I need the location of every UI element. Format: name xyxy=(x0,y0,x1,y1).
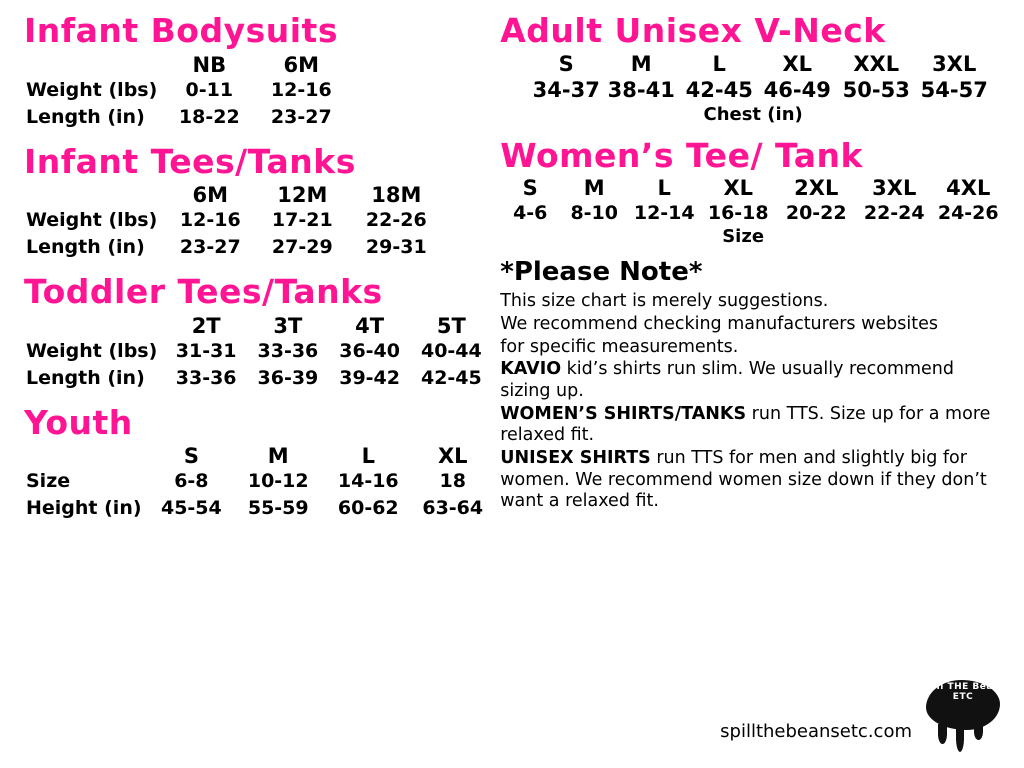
column-header: 2XL xyxy=(794,176,839,201)
table-row xyxy=(24,365,492,392)
table-header-row xyxy=(24,442,492,468)
cell: 45-54 xyxy=(160,497,222,520)
cell: 38-41 xyxy=(607,77,675,102)
corner-cell xyxy=(24,51,165,77)
note-item-bold: UNISEX SHIRTS xyxy=(500,448,651,469)
cell: 31-31 xyxy=(175,339,237,362)
cell: 4-6 xyxy=(513,202,548,225)
column-header: S xyxy=(183,444,199,469)
cell: 33-36 xyxy=(257,339,319,362)
row-label: Size xyxy=(26,470,71,493)
column-header: 3T xyxy=(273,313,303,338)
cell: 24-26 xyxy=(937,202,999,225)
column-header: XL xyxy=(437,444,468,469)
column-header: L xyxy=(657,176,671,201)
cell: 20-22 xyxy=(785,202,847,225)
section-title-toddler-tees-tanks: Toddler Tees/Tanks xyxy=(24,272,383,312)
table-row xyxy=(24,77,349,104)
row-label: Length (in) xyxy=(26,236,145,259)
please-note-title: *Please Note* xyxy=(500,257,703,288)
note-line: We recommend checking manufacturers websites xyxy=(500,313,939,334)
row-label: Weight (lbs) xyxy=(26,78,158,101)
note-item-bold: KAVIO xyxy=(500,359,562,380)
cell: 42-45 xyxy=(420,366,482,389)
cell: 23-27 xyxy=(179,236,241,259)
cell: 18 xyxy=(439,470,466,493)
cell: 18-22 xyxy=(178,105,240,128)
cell: 10-12 xyxy=(247,470,309,493)
table-row xyxy=(24,468,492,495)
cell: 36-39 xyxy=(257,366,319,389)
cell: 55-59 xyxy=(247,497,309,520)
row-label: Height (in) xyxy=(26,497,142,520)
column-header: S xyxy=(522,176,538,201)
womens-value-row xyxy=(500,201,1006,225)
table-toddler-tees-tanks xyxy=(24,312,492,392)
cell: 12-14 xyxy=(633,202,695,225)
column-header: XXL xyxy=(853,51,900,76)
column-header: 3XL xyxy=(872,176,917,201)
section-title-womens-tee-tank: Women’s Tee/ Tank xyxy=(500,135,863,175)
table-header-row xyxy=(24,312,492,338)
cell: 42-45 xyxy=(685,77,753,102)
column-header: XL xyxy=(723,176,754,201)
cell: 6-8 xyxy=(174,470,209,493)
table-infant-tees-tanks xyxy=(24,181,443,261)
womens-header-row xyxy=(500,175,1006,201)
table-row xyxy=(24,207,443,234)
note-item-text: run TTS. Size up for a more relaxed fit. xyxy=(500,403,991,446)
cell: 36-40 xyxy=(339,339,401,362)
cell: 12-16 xyxy=(270,78,332,101)
column-header: 2T xyxy=(191,313,221,338)
row-label: Length (in) xyxy=(26,105,145,128)
table-header-row xyxy=(24,51,349,77)
row-label: Weight (lbs) xyxy=(26,339,158,362)
note-line: This size chart is merely suggestions. xyxy=(500,291,829,312)
table-infant-bodysuits xyxy=(24,51,349,131)
cell: 46-49 xyxy=(763,77,831,102)
section-title-adult-unisex-vneck: Adult Unisex V-Neck xyxy=(500,11,886,50)
column-header: 18M xyxy=(371,183,422,208)
column-header: 5T xyxy=(436,313,466,338)
vneck-header-row xyxy=(500,51,1006,77)
column-header: M xyxy=(267,444,289,469)
column-header: XL xyxy=(782,51,813,76)
note-line: for specific measurements. xyxy=(500,336,739,357)
section-title-youth: Youth xyxy=(24,402,133,442)
row-label: Weight (lbs) xyxy=(26,209,158,232)
table-header-row xyxy=(24,181,443,207)
note-item-unisex xyxy=(500,448,1006,513)
cell: 27-29 xyxy=(271,236,333,259)
column-header: L xyxy=(361,444,375,469)
column-header: NB xyxy=(192,52,227,77)
cell: 8-10 xyxy=(570,202,618,225)
cell: 0-11 xyxy=(185,78,234,101)
column-header: S xyxy=(558,51,574,76)
corner-cell xyxy=(24,181,165,207)
section-title-infant-bodysuits: Infant Bodysuits xyxy=(24,11,338,50)
note-item-kavio xyxy=(500,359,1006,402)
section-adult-unisex-vneck xyxy=(500,11,1006,125)
please-note-block xyxy=(500,257,1006,513)
cell: 16-18 xyxy=(707,202,769,225)
womens-caption: Size xyxy=(722,226,765,248)
corner-cell xyxy=(24,312,165,338)
cell: 60-62 xyxy=(337,497,399,520)
section-youth xyxy=(24,402,492,523)
column-header: 12M xyxy=(277,183,328,208)
cell: 54-57 xyxy=(920,77,988,102)
column-header: 4XL xyxy=(946,176,991,201)
cell: 17-21 xyxy=(271,209,333,232)
table-row xyxy=(24,495,492,522)
cell: 40-44 xyxy=(420,339,482,362)
vneck-caption: Chest (in) xyxy=(703,103,803,125)
cell: 22-24 xyxy=(863,202,925,225)
cell: 39-42 xyxy=(339,366,401,389)
left-column xyxy=(18,11,492,754)
spill-the-beans-logo xyxy=(918,676,1010,758)
website-url: spillthebeansetc.com xyxy=(720,721,912,742)
vneck-value-row xyxy=(500,77,1006,103)
table-row xyxy=(24,104,349,131)
column-header: 6M xyxy=(283,52,320,77)
cell: 29-31 xyxy=(365,236,427,259)
section-title-infant-tees-tanks: Infant Tees/Tanks xyxy=(24,141,356,181)
cell: 12-16 xyxy=(179,209,241,232)
table-youth xyxy=(24,442,492,522)
cell: 50-53 xyxy=(842,77,910,102)
cell: 33-36 xyxy=(175,366,237,389)
row-label: Length (in) xyxy=(26,366,145,389)
column-header: 6M xyxy=(192,183,229,208)
note-item-text: kid’s shirts run slim. We usually recommend sizing up. xyxy=(500,359,955,402)
table-row xyxy=(24,338,492,365)
section-infant-tees-tanks xyxy=(24,141,492,262)
column-header: L xyxy=(712,51,726,76)
corner-cell xyxy=(24,442,150,468)
table-row xyxy=(24,234,443,261)
column-header: M xyxy=(583,176,605,201)
section-toddler-tees-tanks xyxy=(24,272,492,392)
note-item-womens xyxy=(500,404,1006,447)
cell: 34-37 xyxy=(532,77,600,102)
cell: 22-26 xyxy=(365,209,427,232)
cell: 14-16 xyxy=(337,470,399,493)
logo-drip xyxy=(974,724,983,740)
cell: 23-27 xyxy=(270,105,332,128)
logo-drip xyxy=(956,724,964,752)
right-column xyxy=(492,11,1006,754)
column-header: 3XL xyxy=(932,51,977,76)
section-infant-bodysuits xyxy=(24,11,492,131)
cell: 63-64 xyxy=(422,497,484,520)
logo-text: Spill THE BeanS ETC xyxy=(919,682,1007,703)
column-header: M xyxy=(630,51,652,76)
section-womens-tee-tank xyxy=(500,135,1006,248)
logo-drip xyxy=(938,724,947,744)
column-header: 4T xyxy=(355,313,385,338)
note-item-text: run TTS for men and slightly big for women. We recommend women size down if they don’t want a relaxed fit. xyxy=(500,448,987,512)
note-item-bold: WOMEN’S SHIRTS/TANKS xyxy=(500,403,747,424)
